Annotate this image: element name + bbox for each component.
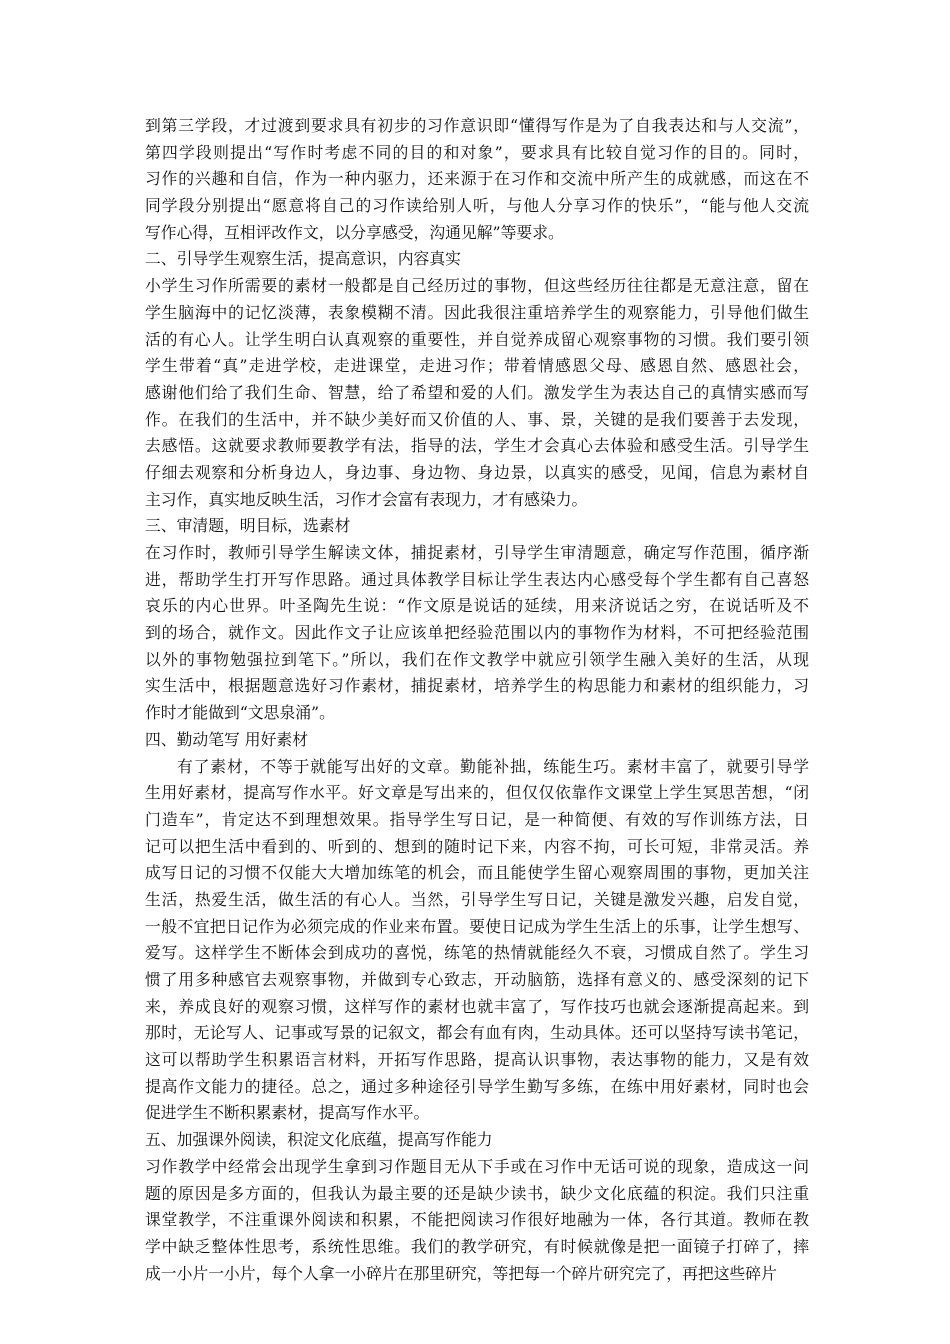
text-line: 惯了用多种感官去观察事物，并做到专心致志，开动脑筋，选择有意义的、感受深刻的记下 [145, 970, 809, 989]
text-line: 进，帮助学生打开写作思路。通过具体教学目标让学生表达内心感受每个学生都有自己喜怒 [145, 569, 809, 589]
text-line: 一般不宜把日记作为必须完成的作业来布置。要使日记成为学生生活上的乐事，让学生想写、 [145, 916, 809, 936]
text-line: 作时才能做到“文思泉涌”。 [145, 703, 335, 723]
text-line: 学中缺乏整体性思考，系统性思维。我们的教学研究，有时候就像是把一面镜子打碎了，摔 [145, 1236, 809, 1256]
text-line: 成写日记的习惯不仅能大大增加练笔的机会，而且能使学生留心观察周围的事物，更加关注 [145, 863, 809, 883]
paragraph-section-3 [145, 540, 809, 727]
text-line: 去感悟。这就要求教师要教学有法，指导的法，学生才会真心去体验和感受生活。引导学生 [145, 436, 809, 456]
text-line: 在习作时，教师引导学生解读文体，捕捉素材，引导学生审清题意，确定写作范围，循序渐 [145, 543, 809, 562]
text-line: 哀乐的内心世界。叶圣陶先生说：“作文原是说话的延续，用来济说话之穷，在说话听及不 [145, 596, 809, 616]
text-line: 门造车”，肯定达不到理想效果。指导学生写日记，是一种简便、有效的写作训练方法，日 [145, 809, 809, 829]
text-line: 同学段分别提出“愿意将自己的习作读给别人听，与他人分享习作的快乐”，“能与他人交流 [145, 196, 809, 216]
text-line: 课堂教学，不注重课外阅读和积累，不能把阅读习作很好地融为一体，各行其道。教师在教 [145, 1210, 809, 1230]
text-line: 活的有心人。让学生明白认真观察的重要性，并自觉养成留心观察事物的习惯。我们要引领 [145, 329, 809, 349]
text-line: 到的场合，就作文。因此作文子让应该单把经验范围以内的事物作为材料，不可把经验范围 [145, 623, 809, 643]
text-line: 小学生习作所需要的素材一般都是自己经历过的事物，但这些经历往往都是无意注意，留在 [145, 276, 809, 296]
text-line: 生活，热爱生活，做生活的有心人。当然，引导学生写日记，关键是激发兴趣，启发自觉， [145, 889, 809, 909]
heading-section-2: 二、引导学生观察生活，提高意识，内容真实 [145, 249, 461, 269]
text-line: 这可以帮助学生积累语言材料，开拓写作思路，提高认识事物，表达事物的能力，又是有效 [145, 1050, 809, 1070]
text-line: 习作教学中经常会出现学生拿到习作题目无从下手或在习作中无话可说的现象，造成这一问 [145, 1156, 809, 1176]
text-line: 到第三学段，才过渡到要求具有初步的习作意识即“懂得写作是为了自我表达和与人交流”， [145, 116, 809, 135]
text-line: 记可以把生活中看到的、听到的、想到的随时记下来，内容不拘，可长可短，非常灵活。养 [145, 836, 809, 856]
heading-section-5: 五、加强课外阅读，积淀文化底蕴，提高写作能力 [145, 1130, 493, 1150]
text-line: 习作的兴趣和自信，作为一种内驱力，还来源于在习作和交流中所产生的成就感，而这在不 [145, 169, 809, 189]
text-line: 主习作，真实地反映生活，习作才会富有表现力，才有感染力。 [145, 489, 588, 509]
document-page [145, 113, 809, 1287]
text-line: 有了素材，不等于就能写出好的文章。勤能补拙，练能生巧。素材丰富了，就要引导学 [177, 756, 809, 776]
text-line: 促进学生不断积累素材，提高写作水平。 [145, 1103, 430, 1123]
paragraph-section-2 [145, 273, 809, 513]
paragraph-section-5 [145, 1154, 809, 1287]
text-line: 感谢他们给了我们生命、智慧，给了希望和爱的人们。激发学生为表达自己的真情实感而写 [145, 382, 809, 402]
text-line: 作。在我们的生活中，并不缺少美好而又价值的人、事、景，关键的是我们要善于去发现， [145, 409, 809, 429]
text-line: 生用好素材，提高写作水平。好文章是写出来的，但仅仅依靠作文课堂上学生冥思苦想，“闭 [145, 783, 809, 803]
text-line: 学生带着“真”走进学校，走进课堂，走进习作；带着情感恩父母、感恩自然、感恩社会， [145, 356, 809, 376]
text-line: 成一小片一小片，每个人拿一小碎片在那里研究，等把每一个碎片研究完了，再把这些碎片 [145, 1263, 777, 1283]
text-line: 第四学段则提出“写作时考虑不同的目的和对象”，要求具有比较自觉习作的目的。同时， [145, 142, 809, 162]
paragraph-section-4 [145, 754, 809, 1128]
heading-section-3: 三、审清题，明目标，选素材 [145, 516, 351, 536]
text-line: 来，养成良好的观察习惯，这样写作的素材也就丰富了，写作技巧也就会逐渐提高起来。到 [145, 996, 809, 1016]
text-line: 实生活中，根据题意选好习作素材，捕捉素材，培养学生的构思能力和素材的组织能力，习 [145, 676, 809, 696]
text-line: 爱写。这样学生不断体会到成功的喜悦，练笔的热情就能经久不衰，习惯成自然了。学生习 [145, 943, 809, 963]
text-line: 仔细去观察和分析身边人，身边事、身边物、身边景，以真实的感受，见闻，信息为素材自 [145, 462, 809, 482]
intro-paragraph [145, 113, 809, 246]
text-line: 题的原因是多方面的，但我认为最主要的还是缺少读书，缺少文化底蕴的积淀。我们只注重 [145, 1183, 809, 1203]
text-line: 提高作文能力的捷径。总之，通过多种途径引导学生勤写多练，在练中用好素材，同时也会 [145, 1076, 809, 1096]
heading-section-4: 四、勤动笔写 用好素材 [145, 729, 308, 749]
text-line: 学生脑海中的记忆淡薄，表象模糊不清。因此我很注重培养学生的观察能力，引导他们做生 [145, 302, 809, 322]
text-line: 写作心得，互相评改作文，以分享感受，沟通见解”等要求。 [145, 222, 564, 242]
text-line: 以外的事物勉强拉到笔下。”所以，我们在作文教学中就应引领学生融入美好的生活，从现 [145, 649, 809, 669]
text-line: 那时，无论写人、记事或写景的记叙文，都会有血有肉，生动具体。还可以坚持写读书笔记， [145, 1023, 809, 1043]
